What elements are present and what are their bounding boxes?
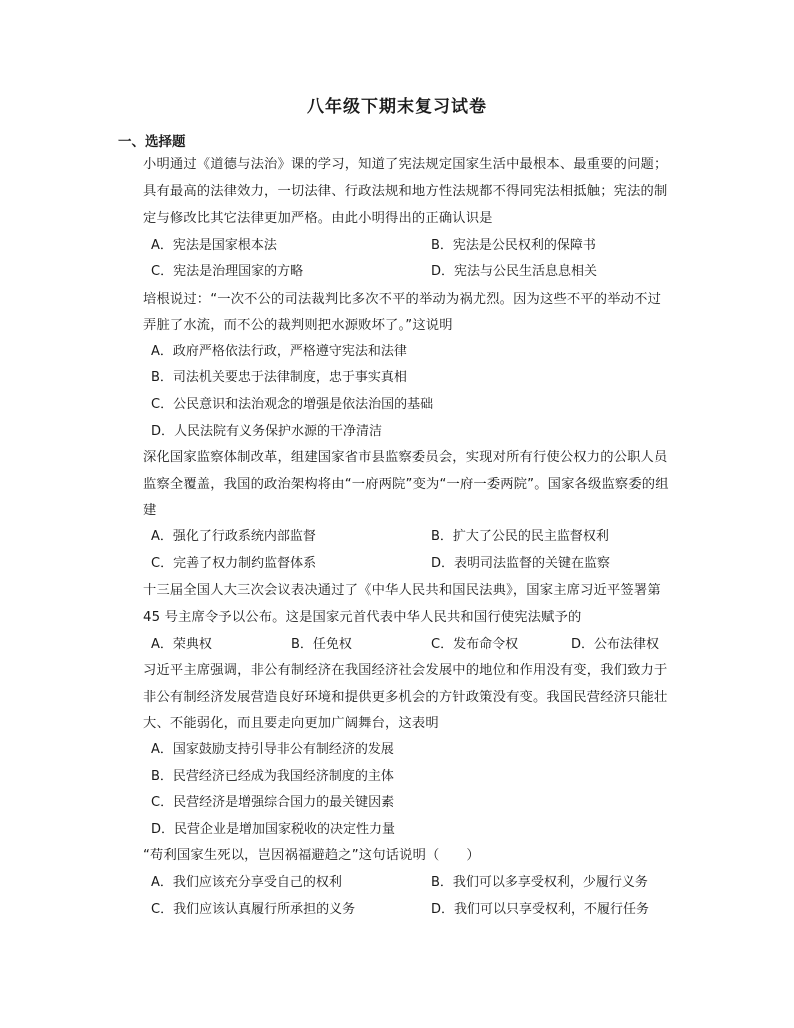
question-stem-line: 弄脏了水流，而不公的裁判则把水源败坏了。”这说明 xyxy=(143,318,453,333)
question-stem-line: 定与修改比其它法律更加严格。由此小明得出的正确认识是 xyxy=(143,211,493,226)
question-stem-line: 深化国家监察体制改革，组建国家省市县监察委员会，实现对所有行使公权力的公职人员 xyxy=(143,450,668,465)
question-stem-line: “苟利国家生死以，岂因祸福避趋之”这句话说明（ ） xyxy=(143,848,480,863)
question-stem-line: 大、不能弱化，而且要走向更加广阔舞台，这表明 xyxy=(143,716,439,731)
option-b[interactable]: B．司法机关要忠于法律制度，忠于事实真相 xyxy=(151,370,407,385)
question-stem-line: 习近平主席强调，非公有制经济在我国经济社会发展中的地位和作用没有变，我们致力于 xyxy=(143,663,668,678)
option-a[interactable]: A．宪法是国家根本法 xyxy=(151,238,277,253)
option-d[interactable]: D．我们可以只享受权利，不履行任务 xyxy=(431,902,650,917)
page-title: 八年级下期末复习试卷 xyxy=(307,97,487,117)
question-stem-line: 十三届全国人大三次会议表决通过了《中华人民共和国民法典》，国家主席习近平签署第 xyxy=(143,583,661,598)
option-b[interactable]: B．宪法是公民权利的保障书 xyxy=(431,238,596,253)
question-stem-line: 45 号主席令予以公布。这是国家元首代表中华人民共和国行使宪法赋予的 xyxy=(143,610,582,625)
option-d[interactable]: D．公布法律权 xyxy=(571,637,660,652)
question-stem-line: 小明通过《道德与法治》课的学习，知道了宪法规定国家生活中最根本、最重要的问题； xyxy=(143,157,668,172)
option-a[interactable]: A．强化了行政系统内部监督 xyxy=(151,529,316,544)
question-stem-line: 具有最高的法律效力，一切法律、行政法规和地方性法规都不得同宪法相抵触；宪法的制 xyxy=(143,184,668,199)
option-d[interactable]: D．人民法院有义务保护水源的干净清洁 xyxy=(151,424,383,439)
option-a[interactable]: A．我们应该充分享受自己的权利 xyxy=(151,875,342,890)
option-a[interactable]: A．政府严格依法行政，严格遵守宪法和法律 xyxy=(151,344,407,359)
option-c[interactable]: C．公民意识和法治观念的增强是依法治国的基础 xyxy=(151,397,434,412)
option-c[interactable]: C．民营经济是增强综合国力的最关键因素 xyxy=(151,795,395,810)
option-d[interactable]: D．表明司法监督的关键在监察 xyxy=(431,556,611,571)
option-c[interactable]: C．完善了权力制约监督体系 xyxy=(151,556,317,571)
question-stem-line: 监察全覆盖，我国的政治架构将由“一府两院”变为“一府一委两院”。国家各级监察委的组 xyxy=(143,477,669,492)
option-b[interactable]: B．我们可以多享受权利，少履行义务 xyxy=(431,875,648,890)
option-b[interactable]: B．扩大了公民的民主监督权利 xyxy=(431,529,609,544)
option-c[interactable]: C．我们应该认真履行所承担的义务 xyxy=(151,902,356,917)
option-b[interactable]: B．民营经济已经成为我国经济制度的主体 xyxy=(151,769,394,784)
question-stem-line: 建 xyxy=(143,503,157,518)
option-c[interactable]: C．宪法是治理国家的方略 xyxy=(151,264,304,279)
option-d[interactable]: D．宪法与公民生活息息相关 xyxy=(431,264,598,279)
question-stem-line: 非公有制经济发展营造良好环境和提供更多机会的方针政策没有变。我国民营经济只能壮 xyxy=(143,690,668,705)
option-c[interactable]: C．发布命令权 xyxy=(431,637,519,652)
option-a[interactable]: A．国家鼓励支持引导非公有制经济的发展 xyxy=(151,742,394,757)
question-stem-line: 培根说过：“一次不公的司法裁判比多次不平的举动为祸尤烈。因为这些不平的举动不过 xyxy=(143,292,662,307)
section-heading: 一、选择题 xyxy=(118,134,186,150)
option-b[interactable]: B．任免权 xyxy=(291,637,352,652)
option-d[interactable]: D．民营企业是增加国家税收的决定性力量 xyxy=(151,822,396,837)
option-a[interactable]: A．荣典权 xyxy=(151,637,212,652)
